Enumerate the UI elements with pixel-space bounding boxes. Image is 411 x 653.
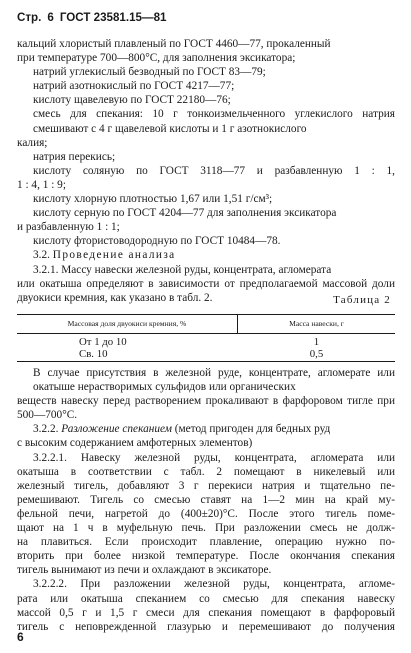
standard-designation: ГОСТ 23581.15—81 xyxy=(59,11,167,24)
text-line: тигель вынимают из печи и охлаждают в эксикаторе. xyxy=(17,564,272,577)
table-cell-range: Св. 10 xyxy=(79,348,108,360)
text-line: 3.2.1. Массу навески железной руды, концентрата, агломерата xyxy=(33,263,332,276)
page-label: Стр. xyxy=(17,11,42,24)
subsection-title: Разложение спеканием xyxy=(61,423,172,436)
subsection-heading xyxy=(17,422,395,436)
table-2 xyxy=(17,314,395,362)
text-line: или окатыша определяют в зависимости от предполагаемой массовой доли двуокиси кремния, как указано в табл. 2. xyxy=(17,277,395,304)
table-cell-mass: 1 xyxy=(313,336,320,348)
text-line: на плавиться. Если происходит плавление, операцию нужно по- xyxy=(17,536,395,549)
text-line: с высоким содержанием амфотерных элементов) xyxy=(17,437,253,450)
reagents-list xyxy=(17,37,395,305)
text-line: 3.2.2.2. При разложении железной руды, концентрата, агломе- xyxy=(33,578,395,591)
text-line: кислоту серную по ГОСТ 4204—77 для заполнения эксикатора xyxy=(33,207,337,220)
section-title: Проведение анализа xyxy=(52,249,176,262)
table-title: Таблица 2 xyxy=(333,294,391,306)
text-line: железный тигель, добавляют 3 г перекиси натрия и тщательно пе- xyxy=(17,479,395,492)
text-line: массой 0,5 г и 1,5 г смеси для спекания помещают в фарфоровый xyxy=(17,606,395,619)
text-line: щают на 1 ч в муфельную печь. При разложении смесь не долж- xyxy=(17,522,395,535)
subsection-number: 3.2.2. xyxy=(33,423,59,436)
text-line: и разбавленную 1 : 1; xyxy=(17,221,120,234)
table-divider xyxy=(17,333,395,334)
text-line: тигель с неповрежденной глазурью и перемешивают до получения xyxy=(17,620,395,633)
text-line: кислоту щавелевую по ГОСТ 22180—76; xyxy=(33,94,231,107)
text-line: кислоту хлорную плотностью 1,67 или 1,51 г/см³; xyxy=(33,193,273,206)
column-header-silica: Массовая доля двуокиси кремния, % xyxy=(67,319,187,328)
section-number: 3.2. xyxy=(33,249,50,262)
table-cell-range: От 1 до 10 xyxy=(79,336,127,348)
section-heading xyxy=(17,248,395,262)
text-line: вторить при более низкой температуре. После окончания спекания xyxy=(17,550,395,563)
header-page-number: 6 xyxy=(47,11,54,24)
text-line: кальций хлористый плавленый по ГОСТ 4460—77, прокаленный xyxy=(17,38,331,50)
text-line: рата или окатыша спеканием со смесью для спекания навеску xyxy=(17,592,395,605)
subsection-note: (метод пригоден для бедных руд xyxy=(171,423,331,436)
text-line: фельной печи, нагретой до (400±20)°С. После этого тигель поме- xyxy=(17,507,395,520)
text-line: натрий углекислый безводный по ГОСТ 83—79; xyxy=(33,66,266,79)
text-line: 3.2.2.1. Навеску железной руды, концентрата, агломерата или xyxy=(33,451,395,464)
column-header-mass: Масса навески, г xyxy=(289,319,344,328)
text-line: при температуре 700—800°С, для заполнения эксикатора; xyxy=(17,52,296,65)
procedure-text xyxy=(17,366,395,634)
text-line: смесь для спекания: 10 г тонкоизмельченного углекислого натрия смешивают с 4 г щавелевой кислоты и 1 г азотнокислого xyxy=(33,108,395,135)
text-line: ремешивают. Тигель со смесью ставят на 1—2 мин на край му- xyxy=(17,493,395,506)
table-cell-mass: 0,5 xyxy=(309,348,324,360)
text-line: кислоту соляную по ГОСТ 3118—77 и разбавленную 1 : 1, xyxy=(33,164,395,177)
text-line: кислоту фтористоводородную по ГОСТ 10484—78. xyxy=(33,235,281,248)
text-line: натрий азотнокислый по ГОСТ 4217—77; xyxy=(33,80,235,93)
text-line: В случае присутствия в железной руде, концентрате, агломерате или окатыше нерастворимых сульфидов или органических xyxy=(33,367,395,394)
text-line: натрия перекись; xyxy=(33,150,116,163)
page-header xyxy=(17,11,395,27)
text-line: веществ навеску перед растворением прокаливают в фарфоровом тигле при 500—700°С. xyxy=(17,395,395,422)
text-line: 1 : 4, 1 : 9; xyxy=(17,178,66,191)
text-line: калия; xyxy=(17,136,48,149)
text-line: окатыша в соответствии с табл. 2 помещают в никелевый или xyxy=(17,465,395,478)
page-number: 6 xyxy=(17,630,24,644)
